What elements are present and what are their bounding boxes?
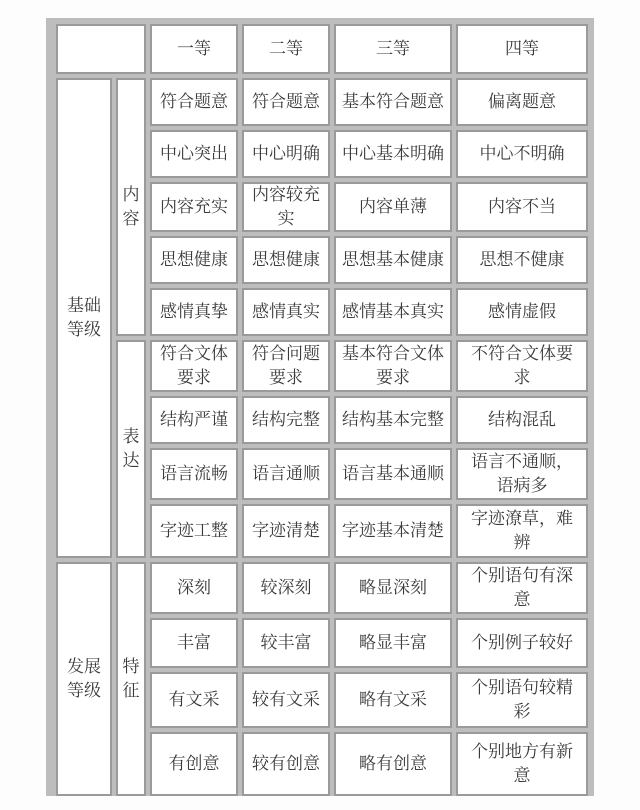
table-cell: 内容不当 (456, 182, 588, 232)
table-cell: 个别语句有深 意 (456, 562, 588, 614)
grading-table (46, 18, 594, 796)
table-cell: 符合题意 (242, 78, 330, 126)
table-cell: 略有文采 (334, 672, 452, 728)
section-expression: 表 达 (116, 340, 146, 558)
table-cell: 有文采 (150, 672, 238, 728)
table-cell: 不符合文体要 求 (456, 340, 588, 392)
section-features: 特 征 (116, 562, 146, 796)
table-cell: 符合题意 (150, 78, 238, 126)
table-cell: 中心明确 (242, 130, 330, 178)
table-cell: 中心基本明确 (334, 130, 452, 178)
section-content: 内 容 (116, 78, 146, 336)
table-cell: 符合问题 要求 (242, 340, 330, 392)
table-cell: 字迹工整 (150, 504, 238, 558)
table-cell: 语言通顺 (242, 448, 330, 500)
corner-cell (56, 24, 146, 74)
header-grade-2: 二等 (242, 24, 330, 74)
level-basic: 基础 等级 (56, 78, 112, 558)
table-cell: 略显丰富 (334, 618, 452, 668)
table-cell: 思想不健康 (456, 236, 588, 284)
table-cell: 字迹基本清楚 (334, 504, 452, 558)
table-cell: 字迹潦草，难 辨 (456, 504, 588, 558)
table-cell: 丰富 (150, 618, 238, 668)
table-cell: 字迹清楚 (242, 504, 330, 558)
table-cell: 内容较充 实 (242, 182, 330, 232)
table-cell: 偏离题意 (456, 78, 588, 126)
table-cell: 感情基本真实 (334, 288, 452, 336)
table-cell: 感情真挚 (150, 288, 238, 336)
table-cell: 思想健康 (242, 236, 330, 284)
table-cell: 个别地方有新 意 (456, 732, 588, 796)
table-cell: 内容单薄 (334, 182, 452, 232)
table-cell: 深刻 (150, 562, 238, 614)
table-cell: 略显深刻 (334, 562, 452, 614)
table-cell: 符合文体 要求 (150, 340, 238, 392)
table-cell: 有创意 (150, 732, 238, 796)
table-cell: 基本符合文体 要求 (334, 340, 452, 392)
table-cell: 感情真实 (242, 288, 330, 336)
table-cell: 思想健康 (150, 236, 238, 284)
table-cell: 结构严谨 (150, 396, 238, 444)
table-cell: 较有文采 (242, 672, 330, 728)
level-development: 发展 等级 (56, 562, 112, 796)
table-cell: 结构混乱 (456, 396, 588, 444)
header-grade-4: 四等 (456, 24, 588, 74)
table-cell: 语言流畅 (150, 448, 238, 500)
table-cell: 中心不明确 (456, 130, 588, 178)
table-cell: 基本符合题意 (334, 78, 452, 126)
table-cell: 语言基本通顺 (334, 448, 452, 500)
table-cell: 感情虚假 (456, 288, 588, 336)
table-cell: 个别例子较好 (456, 618, 588, 668)
table-cell: 较有创意 (242, 732, 330, 796)
table-cell: 结构完整 (242, 396, 330, 444)
table-cell: 内容充实 (150, 182, 238, 232)
table-cell: 较深刻 (242, 562, 330, 614)
table-cell: 结构基本完整 (334, 396, 452, 444)
header-grade-1: 一等 (150, 24, 238, 74)
header-grade-3: 三等 (334, 24, 452, 74)
table-cell: 略有创意 (334, 732, 452, 796)
table-cell: 语言不通顺， 语病多 (456, 448, 588, 500)
table-cell: 中心突出 (150, 130, 238, 178)
table-cell: 较丰富 (242, 618, 330, 668)
table-cell: 思想基本健康 (334, 236, 452, 284)
table-cell: 个别语句较精 彩 (456, 672, 588, 728)
